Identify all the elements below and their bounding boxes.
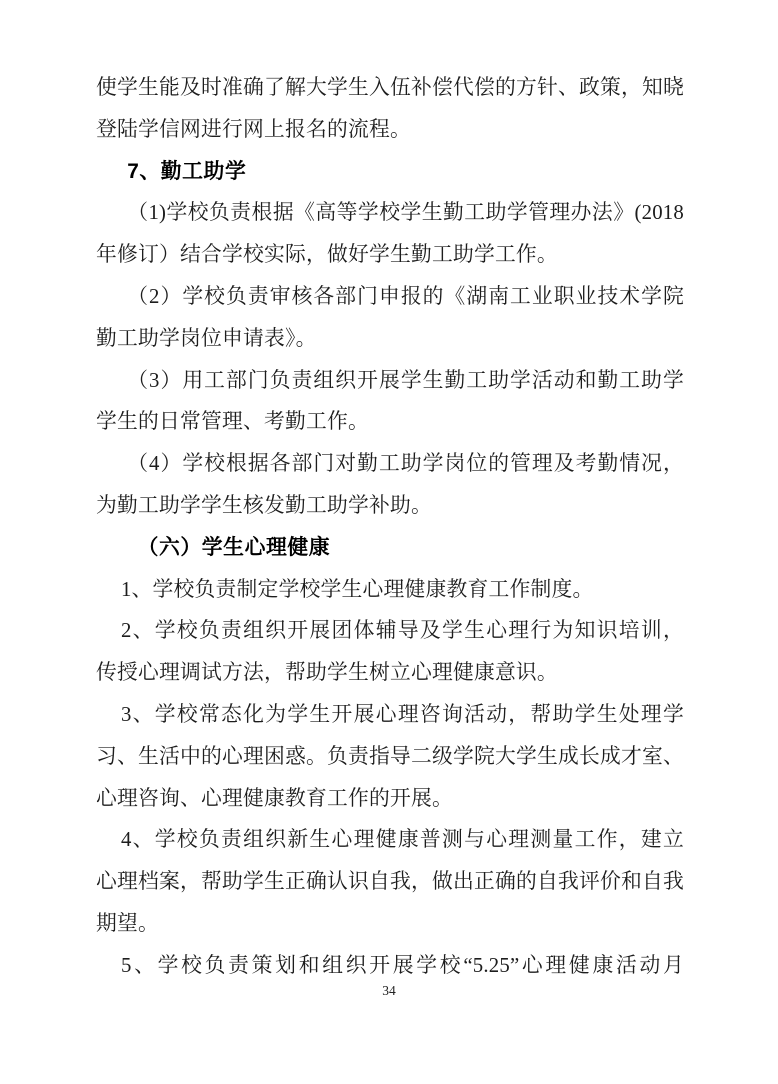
text-line: 5、学校负责策划和组织开展学校“5.25”心理健康活动月 [120,953,684,977]
text-line: 心理档案，帮助学生正确认识自我，做出正确的自我评价和自我 [96,870,684,894]
text-line: 登陆学信网进行网上报名的流程。 [96,117,411,141]
text-line: 期望。 [96,911,159,935]
heading-line: （六）学生心理健康 [137,535,331,559]
text-line: （4）学校根据各部门对勤工助学岗位的管理及考勤情况， [127,452,684,476]
text-line: （3）用工部门负责组织开展学生勤工助学活动和勤工助学 [127,368,684,392]
heading-line: 7、勤工助学 [127,159,247,183]
text-line: 2、学校负责组织开展团体辅导及学生心理行为知识培训， [120,619,684,643]
text-line: 年修订）结合学校实际，做好学生勤工助学工作。 [96,243,558,267]
text-line: （1)学校负责根据《高等学校学生勤工助学管理办法》(2018 [127,201,684,225]
text-line: 使学生能及时准确了解大学生入伍补偿代偿的方针、政策，知晓 [96,76,684,99]
text-line: 习、生活中的心理困惑。负责指导二级学院大学生成长成才室、 [96,744,684,768]
text-line: 勤工助学岗位申请表》。 [96,326,317,350]
text-line: 4、学校负责组织新生心理健康普测与心理测量工作，建立 [120,828,684,852]
text-line: 心理咨询、心理健康教育工作的开展。 [96,786,453,810]
document-body [96,67,684,987]
page-number: 34 [382,983,396,998]
text-line: 传授心理调试方法，帮助学生树立心理健康意识。 [96,661,558,685]
text-line: 为勤工助学学生核发勤工助学补助。 [96,493,432,517]
text-line: 3、学校常态化为学生开展心理咨询活动，帮助学生处理学 [120,702,684,726]
text-line: 学生的日常管理、考勤工作。 [96,410,369,434]
text-line: 1、学校负责制定学校学生心理健康教育工作制度。 [120,577,594,601]
text-line: （2）学校负责审核各部门申报的《湖南工业职业技术学院 [127,284,684,308]
